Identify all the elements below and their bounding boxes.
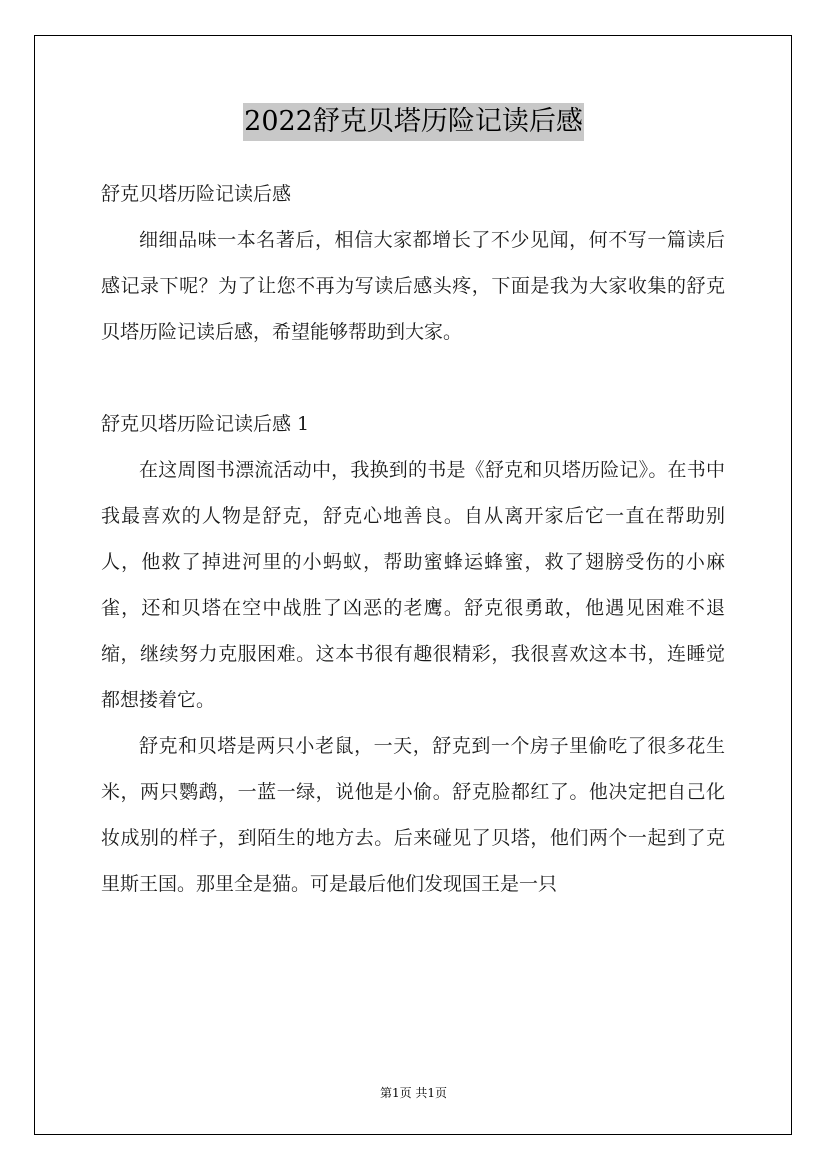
blank-line <box>101 355 725 401</box>
title-container <box>0 103 827 141</box>
body-paragraph-2: 舒克和贝塔是两只小老鼠，一天，舒克到一个房子里偷吃了很多花生米，两只鹦鹉，一蓝一绿，说他是小偷。舒克脸都红了。他决定把自己化妆成别的样子，到陌生的地方去。后来碰见了贝塔，他们两个一起到了克里斯王国。那里全是猫。可是最后他们发现国王是一只 <box>101 735 725 895</box>
page-footer: 第1页 共1页 <box>379 1086 448 1100</box>
intro-paragraph: 细细品味一本名著后，相信大家都增长了不少见闻，何不写一篇读后感记录下呢？为了让您不再为写读后感头疼，下面是我为大家收集的舒克贝塔历险记读后感，希望能够帮助到大家。 <box>101 229 725 343</box>
document-body <box>101 171 725 907</box>
section-heading: 舒克贝塔历险记读后感 1 <box>101 413 310 435</box>
body-paragraph-1: 在这周图书漂流活动中，我换到的书是《舒克和贝塔历险记》。在书中我最喜欢的人物是舒克，舒克心地善良。自从离开家后它一直在帮助别人，他救了掉进河里的小蚂蚁，帮助蜜蜂运蜂蜜，救了翅膀受伤的小麻雀，还和贝塔在空中战胜了凶恶的老鹰。舒克很勇敢，他遇见困难不退缩，继续努力克服困难。这本书很有趣很精彩，我很喜欢这本书，连睡觉都想搂着它。 <box>101 459 725 711</box>
document-title: 2022舒克贝塔历险记读后感 <box>243 103 584 141</box>
intro-heading: 舒克贝塔历险记读后感 <box>101 183 292 205</box>
